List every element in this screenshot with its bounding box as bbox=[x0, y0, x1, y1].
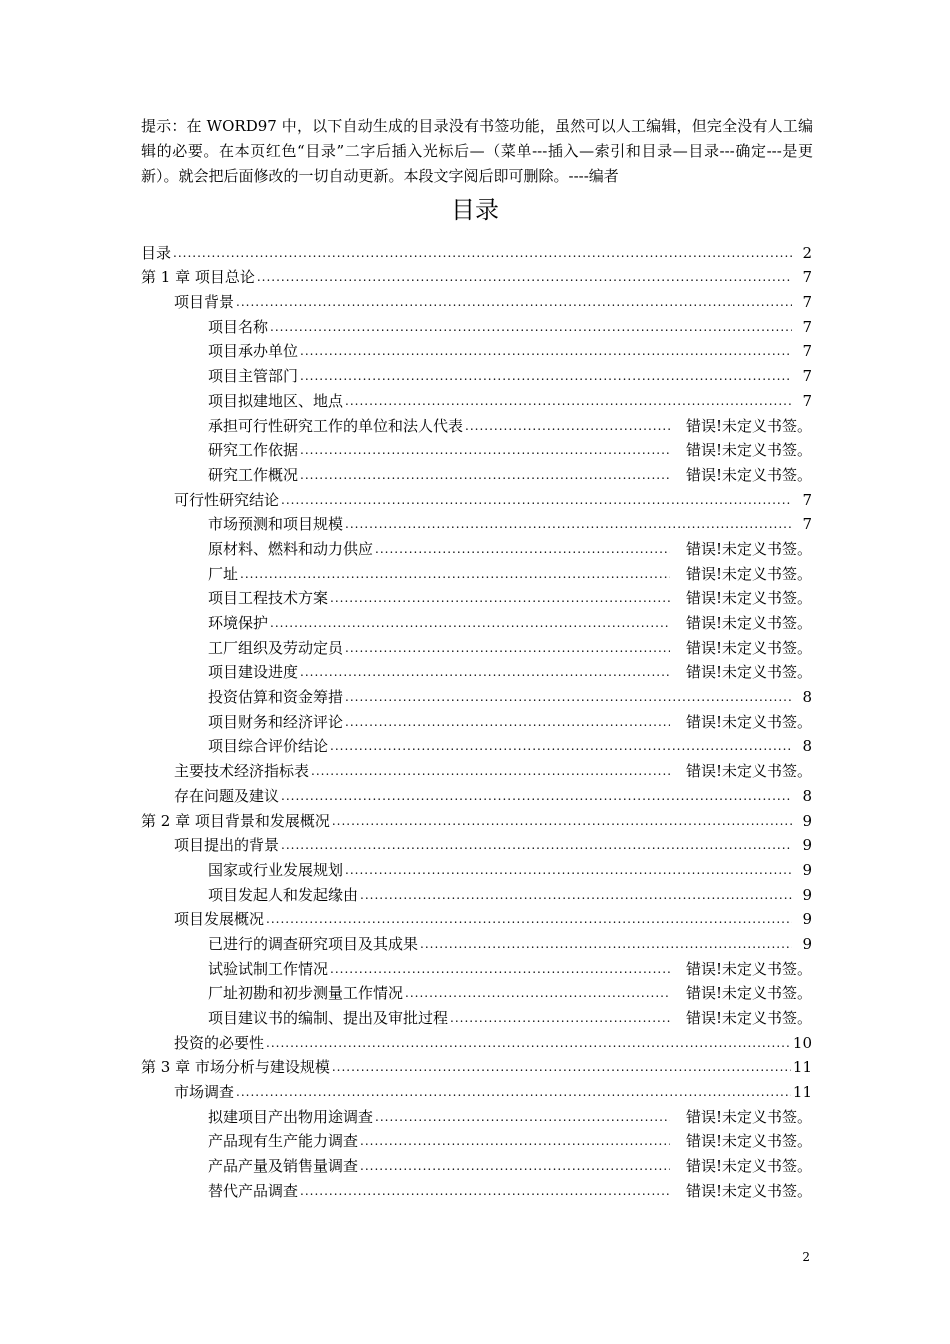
toc-entry-label: 研究工作依据 bbox=[208, 441, 299, 460]
toc-dot-leader bbox=[345, 512, 792, 536]
toc-dot-leader bbox=[240, 562, 670, 586]
toc-entry-label: 项目发展概况 bbox=[174, 910, 265, 929]
toc-dot-leader bbox=[375, 1105, 670, 1129]
toc-entry-page: 错误!未定义书签。 bbox=[685, 1009, 812, 1027]
toc-entry[interactable] bbox=[141, 462, 812, 487]
toc-dot-leader bbox=[300, 660, 670, 684]
toc-entry-label: 项目发起人和发起缘由 bbox=[208, 885, 359, 904]
toc-entry[interactable] bbox=[141, 1030, 812, 1055]
toc-entry[interactable] bbox=[141, 1104, 812, 1129]
toc-entry-page: 错误!未定义书签。 bbox=[685, 663, 812, 682]
toc-entry-label: 项目背景 bbox=[174, 293, 235, 312]
toc-entry-page: 错误!未定义书签。 bbox=[685, 638, 812, 657]
toc-entry-label: 试验试制工作情况 bbox=[208, 959, 329, 978]
toc-entry-page: 9 bbox=[802, 860, 812, 879]
toc-entry-page: 11 bbox=[792, 1058, 812, 1077]
toc-entry-page: 7 bbox=[802, 317, 812, 336]
toc-entry[interactable] bbox=[141, 907, 812, 932]
toc-dot-leader bbox=[345, 710, 670, 734]
toc-entry-page: 11 bbox=[792, 1083, 812, 1102]
toc-entry[interactable] bbox=[141, 536, 812, 561]
toc-dot-leader bbox=[311, 759, 670, 783]
toc-entry-page: 错误!未定义书签。 bbox=[685, 1181, 812, 1200]
toc-dot-leader bbox=[360, 883, 792, 907]
toc-entry-page: 7 bbox=[802, 268, 812, 287]
toc-dot-leader bbox=[330, 957, 670, 981]
toc-entry-page: 错误!未定义书签。 bbox=[685, 441, 812, 460]
toc-entry[interactable] bbox=[141, 808, 812, 833]
toc-entry-label: 原材料、燃料和动力供应 bbox=[208, 539, 374, 558]
toc-dot-leader bbox=[300, 438, 670, 462]
toc-entry[interactable] bbox=[141, 734, 812, 759]
toc-entry-page: 错误!未定义书签。 bbox=[685, 984, 812, 1003]
toc-entry-page: 7 bbox=[802, 490, 812, 509]
toc-dot-leader bbox=[236, 1080, 791, 1104]
toc-entry[interactable] bbox=[141, 758, 812, 783]
toc-entry[interactable] bbox=[141, 487, 812, 512]
toc-entry[interactable] bbox=[141, 931, 812, 956]
toc-dot-leader bbox=[420, 932, 792, 956]
toc-entry-label: 产品现有生产能力调查 bbox=[208, 1132, 359, 1151]
toc-entry-label: 投资的必要性 bbox=[174, 1033, 265, 1052]
toc-entry-page: 8 bbox=[802, 688, 812, 707]
toc-entry[interactable] bbox=[141, 561, 812, 586]
toc-dot-leader bbox=[236, 290, 792, 314]
toc-entry-page: 7 bbox=[802, 391, 812, 410]
toc-entry-label: 替代产品调查 bbox=[208, 1181, 299, 1200]
toc-dot-leader bbox=[281, 833, 792, 857]
toc-entry-label: 厂址 bbox=[208, 564, 239, 583]
toc-entry-label: 第 1 章 项目总论 bbox=[141, 268, 255, 287]
toc-dot-leader bbox=[332, 809, 792, 833]
toc-entry[interactable] bbox=[141, 857, 812, 882]
toc-entry[interactable] bbox=[141, 339, 812, 364]
toc-entry-page: 错误!未定义书签。 bbox=[685, 1157, 812, 1176]
toc-entry-label: 可行性研究结论 bbox=[174, 490, 280, 509]
toc-dot-leader bbox=[450, 1006, 670, 1030]
toc-entry-page: 10 bbox=[792, 1033, 812, 1052]
toc-dot-leader bbox=[330, 734, 792, 758]
toc-dot-leader bbox=[300, 364, 792, 388]
toc-entry-page: 2 bbox=[802, 243, 812, 262]
page-number: 2 bbox=[802, 1250, 810, 1264]
toc-entry-label: 项目工程技术方案 bbox=[208, 589, 329, 608]
toc-entry-label: 工厂组织及劳动定员 bbox=[208, 638, 344, 657]
toc-dot-leader bbox=[270, 315, 792, 339]
toc-entry-label: 产品产量及销售量调查 bbox=[208, 1157, 359, 1176]
toc-entry-label: 已进行的调查研究项目及其成果 bbox=[208, 934, 419, 953]
toc-entry[interactable] bbox=[141, 1129, 812, 1154]
toc-entry[interactable] bbox=[141, 1079, 812, 1104]
toc-entry-page: 7 bbox=[802, 367, 812, 386]
toc-entry-page: 错误!未定义书签。 bbox=[685, 614, 812, 632]
toc-dot-leader bbox=[345, 636, 670, 660]
toc-entry-label: 第 3 章 市场分析与建设规模 bbox=[141, 1058, 330, 1077]
toc-entry[interactable] bbox=[141, 413, 812, 438]
toc-entry[interactable] bbox=[141, 833, 812, 858]
toc-entry[interactable] bbox=[141, 363, 812, 388]
toc-entry[interactable] bbox=[141, 783, 812, 808]
toc-entry[interactable] bbox=[141, 1153, 812, 1178]
toc-entry[interactable] bbox=[141, 610, 812, 635]
toc-entry-page: 9 bbox=[802, 836, 812, 855]
toc-entry-label: 主要技术经济指标表 bbox=[174, 762, 310, 781]
toc-entry-label: 存在问题及建议 bbox=[174, 786, 280, 805]
toc-entry-page: 错误!未定义书签。 bbox=[685, 959, 812, 978]
toc-dot-leader bbox=[345, 685, 792, 709]
toc-entry-page: 错误!未定义书签。 bbox=[685, 564, 812, 583]
toc-entry[interactable] bbox=[141, 956, 812, 981]
toc-entry-page: 8 bbox=[802, 786, 812, 805]
toc-dot-leader bbox=[281, 784, 792, 808]
toc-entry-page: 8 bbox=[802, 737, 812, 756]
toc-dot-leader bbox=[257, 265, 792, 289]
toc-entry-label: 市场调查 bbox=[174, 1083, 235, 1102]
toc-entry[interactable] bbox=[141, 981, 812, 1006]
toc-dot-leader bbox=[332, 1055, 791, 1079]
toc-entry-page: 错误!未定义书签。 bbox=[685, 1107, 812, 1126]
toc-entry[interactable] bbox=[141, 684, 812, 709]
toc-entry-page: 错误!未定义书签。 bbox=[685, 1132, 812, 1151]
toc-dot-leader bbox=[300, 463, 670, 487]
toc-entry-label: 市场预测和项目规模 bbox=[208, 515, 344, 534]
toc-entry[interactable] bbox=[141, 882, 812, 907]
toc-dot-leader bbox=[300, 339, 792, 363]
toc-entry-page: 9 bbox=[802, 811, 812, 830]
toc-entry-label: 项目拟建地区、地点 bbox=[208, 391, 344, 410]
toc-entry[interactable] bbox=[141, 1005, 812, 1030]
toc-entry[interactable] bbox=[141, 1178, 812, 1203]
toc-entry-page: 7 bbox=[802, 342, 812, 361]
toc-entry-page: 错误!未定义书签。 bbox=[685, 416, 812, 435]
toc-entry[interactable] bbox=[141, 586, 812, 611]
toc-entry-page: 错误!未定义书签。 bbox=[685, 465, 812, 484]
toc-entry-label: 项目建设进度 bbox=[208, 663, 299, 682]
toc-entry[interactable] bbox=[141, 314, 812, 339]
table-of-contents bbox=[141, 240, 812, 1203]
toc-dot-leader bbox=[375, 537, 670, 561]
toc-entry-label: 项目提出的背景 bbox=[174, 836, 280, 855]
toc-entry-label: 承担可行性研究工作的单位和法人代表 bbox=[208, 416, 464, 435]
toc-dot-leader bbox=[266, 907, 792, 931]
toc-dot-leader bbox=[300, 1179, 670, 1203]
toc-entry-page: 7 bbox=[802, 293, 812, 312]
toc-entry-page: 9 bbox=[802, 934, 812, 953]
toc-entry-label: 项目综合评价结论 bbox=[208, 737, 329, 756]
toc-entry-label: 第 2 章 项目背景和发展概况 bbox=[141, 811, 330, 830]
toc-entry-label: 环境保护 bbox=[208, 614, 269, 632]
toc-entry-label: 投资估算和资金筹措 bbox=[208, 688, 344, 707]
toc-title: 目录 bbox=[451, 196, 499, 224]
toc-entry[interactable] bbox=[141, 660, 812, 685]
toc-entry-label: 研究工作概况 bbox=[208, 465, 299, 484]
toc-dot-leader bbox=[173, 241, 792, 265]
toc-dot-leader bbox=[330, 586, 670, 610]
toc-entry-label: 国家或行业发展规划 bbox=[208, 860, 344, 879]
toc-entry-label: 拟建项目产出物用途调查 bbox=[208, 1107, 374, 1126]
toc-entry-label: 项目承办单位 bbox=[208, 342, 299, 361]
toc-dot-leader bbox=[360, 1129, 670, 1153]
toc-dot-leader bbox=[345, 858, 792, 882]
toc-entry-label: 项目主管部门 bbox=[208, 367, 299, 386]
toc-entry[interactable] bbox=[141, 388, 812, 413]
toc-entry-page: 9 bbox=[802, 910, 812, 929]
toc-dot-leader bbox=[281, 488, 792, 512]
toc-entry[interactable] bbox=[141, 635, 812, 660]
toc-entry-page: 错误!未定义书签。 bbox=[685, 712, 812, 731]
toc-dot-leader bbox=[465, 414, 670, 438]
toc-dot-leader bbox=[345, 389, 792, 413]
toc-entry-label: 项目建议书的编制、提出及审批过程 bbox=[208, 1009, 449, 1027]
toc-entry-label: 项目名称 bbox=[208, 317, 269, 336]
toc-entry-page: 错误!未定义书签。 bbox=[685, 589, 812, 608]
toc-entry[interactable] bbox=[141, 289, 812, 314]
toc-entry[interactable] bbox=[141, 438, 812, 463]
toc-entry-label: 厂址初勘和初步测量工作情况 bbox=[208, 984, 404, 1003]
toc-dot-leader bbox=[266, 1031, 791, 1055]
toc-entry-label: 项目财务和经济评论 bbox=[208, 712, 344, 731]
toc-entry-page: 9 bbox=[802, 885, 812, 904]
toc-dot-leader bbox=[270, 611, 670, 635]
toc-entry[interactable] bbox=[141, 709, 812, 734]
toc-entry-page: 7 bbox=[802, 515, 812, 534]
toc-entry[interactable] bbox=[141, 512, 812, 537]
toc-entry[interactable] bbox=[141, 265, 812, 290]
toc-entry-label: 目录 bbox=[141, 243, 172, 262]
toc-entry[interactable] bbox=[141, 1055, 812, 1080]
toc-entry-page: 错误!未定义书签。 bbox=[685, 762, 812, 781]
toc-entry-page: 错误!未定义书签。 bbox=[685, 539, 812, 558]
toc-dot-leader bbox=[360, 1154, 670, 1178]
toc-dot-leader bbox=[405, 981, 670, 1005]
toc-entry[interactable] bbox=[141, 240, 812, 265]
editor-notice: 提示：在 WORD97 中，以下自动生成的目录没有书签功能，虽然可以人工编辑，但完全没有人工编辑的必要。在本页红色“目录”二字后插入光标后—（菜单---插入—索引和目录—目录---确定---是更新）。就会把后面修改的一切自动更新。本段文字阅后即可删除。----编者 bbox=[141, 117, 813, 185]
